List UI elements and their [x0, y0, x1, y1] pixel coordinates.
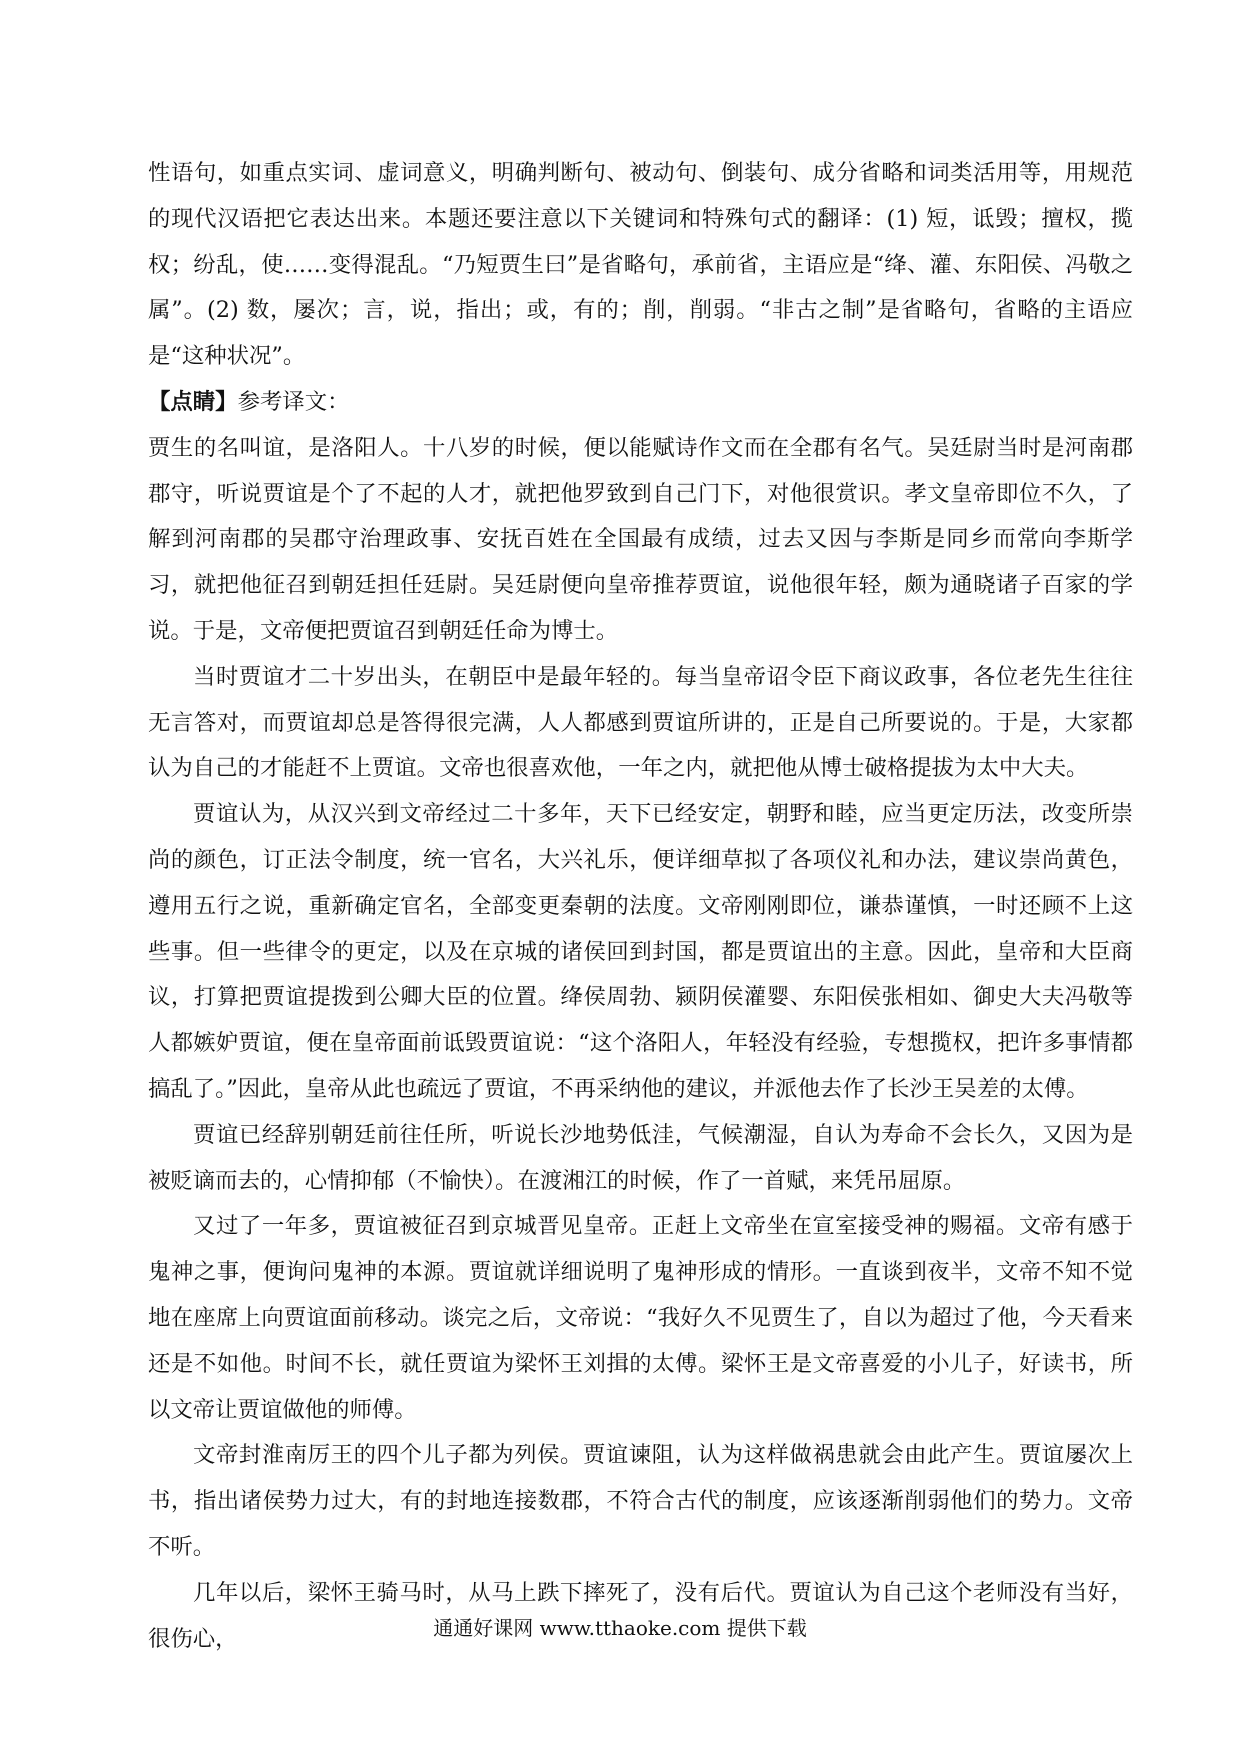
- reference-translation-heading: [148, 380, 1133, 426]
- footer-text: 通通好课网 www.tthaoke.com 提供下载: [433, 1616, 807, 1640]
- document-content: [148, 151, 1133, 1662]
- paragraph-2: 当时贾谊才二十岁出头，在朝臣中是最年轻的。每当皇帝诏令臣下商议政事，各位老先生往往无言答对，而贾谊却总是答得很完满，人人都感到贾谊所讲的，正是自己所要说的。于是，大家都认为自己的才能赶不上贾谊。文帝也很喜欢他，一年之内，就把他从博士破格提拔为太中大夫。: [148, 663, 1133, 782]
- paragraph-7: 几年以后，梁怀王骑马时，从马上跌下摔死了，没有后代。贾谊认为自己这个老师没有当好，很伤心，: [148, 1579, 1133, 1652]
- paragraph-translation-notes: 性语句，如重点实词、虚词意义，明确判断句、被动句、倒装句、成分省略和词类活用等，用规范的现代汉语把它表达出来。本题还要注意以下关键词和特殊句式的翻译：(1) 短，诋毁；擅权，揽权；纷乱，使……变得混乱。“乃短贾生曰”是省略句，承前省，主语应是“绛、灌、东阳侯、冯敬之属”。(2) 数，屡次；言，说，指出；或，有的；削，削弱。“非古之制”是省略句，省略的主语应是“这种状况”。: [148, 160, 1133, 370]
- paragraph-4: 贾谊已经辞别朝廷前往任所，听说长沙地势低洼，气候潮湿，自认为寿命不会长久，又因为是被贬谪而去的，心情抑郁（不愉快）。在渡湘江的时候，作了一首赋，来凭吊屈原。: [148, 1121, 1133, 1194]
- paragraph-5: 又过了一年多，贾谊被征召到京城晋见皇帝。正赶上文帝坐在宣室接受神的赐福。文帝有感于鬼神之事，便询问鬼神的本源。贾谊就详细说明了鬼神形成的情形。一直谈到夜半，文帝不知不觉地在座席上向贾谊面前移动。谈完之后，文帝说：“我好久不见贾生了，自以为超过了他，今天看来还是不如他。时间不长，就任贾谊为梁怀王刘揖的太傅。梁怀王是文帝喜爱的小儿子，好读书，所以文帝让贾谊做他的师傅。: [148, 1213, 1133, 1423]
- paragraph-1: 贾生的名叫谊，是洛阳人。十八岁的时候，便以能赋诗作文而在全郡有名气。吴廷尉当时是河南郡郡守，听说贾谊是个了不起的人才，就把他罗致到自己门下，对他很赏识。孝文皇帝即位不久，了解到河南郡的吴郡守治理政事、安抚百姓在全国最有成绩，过去又因与李斯是同乡而常向李斯学习，就把他征召到朝廷担任廷尉。吴廷尉便向皇帝推荐贾谊，说他很年轻，颇为通晓诸子百家的学说。于是，文帝便把贾谊召到朝廷任命为博士。: [148, 434, 1133, 644]
- paragraph-3: 贾谊认为，从汉兴到文帝经过二十多年，天下已经安定，朝野和睦，应当更定历法，改变所崇尚的颜色，订正法令制度，统一官名，大兴礼乐，便详细草拟了各项仪礼和办法，建议崇尚黄色，遵用五行之说，重新确定官名，全部变更秦朝的法度。文帝刚刚即位，谦恭谨慎，一时还顾不上这些事。但一些律令的更定，以及在京城的诸侯回到封国，都是贾谊出的主意。因此，皇帝和大臣商议，打算把贾谊提拨到公卿大臣的位置。绛侯周勃、颍阴侯灌婴、东阳侯张相如、御史大夫冯敬等人都嫉妒贾谊，便在皇帝面前诋毁贾谊说：“这个洛阳人，年轻没有经验，专想揽权，把许多事情都搞乱了。”因此，皇帝从此也疏远了贾谊，不再采纳他的建议，并派他去作了长沙王吴差的太傅。: [148, 801, 1133, 1102]
- section-label-rest: 参考译文：: [237, 388, 350, 415]
- section-label: 【点睛】: [148, 388, 238, 415]
- paragraph-6: 文帝封淮南厉王的四个儿子都为列侯。贾谊谏阻，认为这样做祸患就会由此产生。贾谊屡次上书，指出诸侯势力过大，有的封地连接数郡，不符合古代的制度，应该逐渐削弱他们的势力。文帝不听。: [148, 1442, 1133, 1560]
